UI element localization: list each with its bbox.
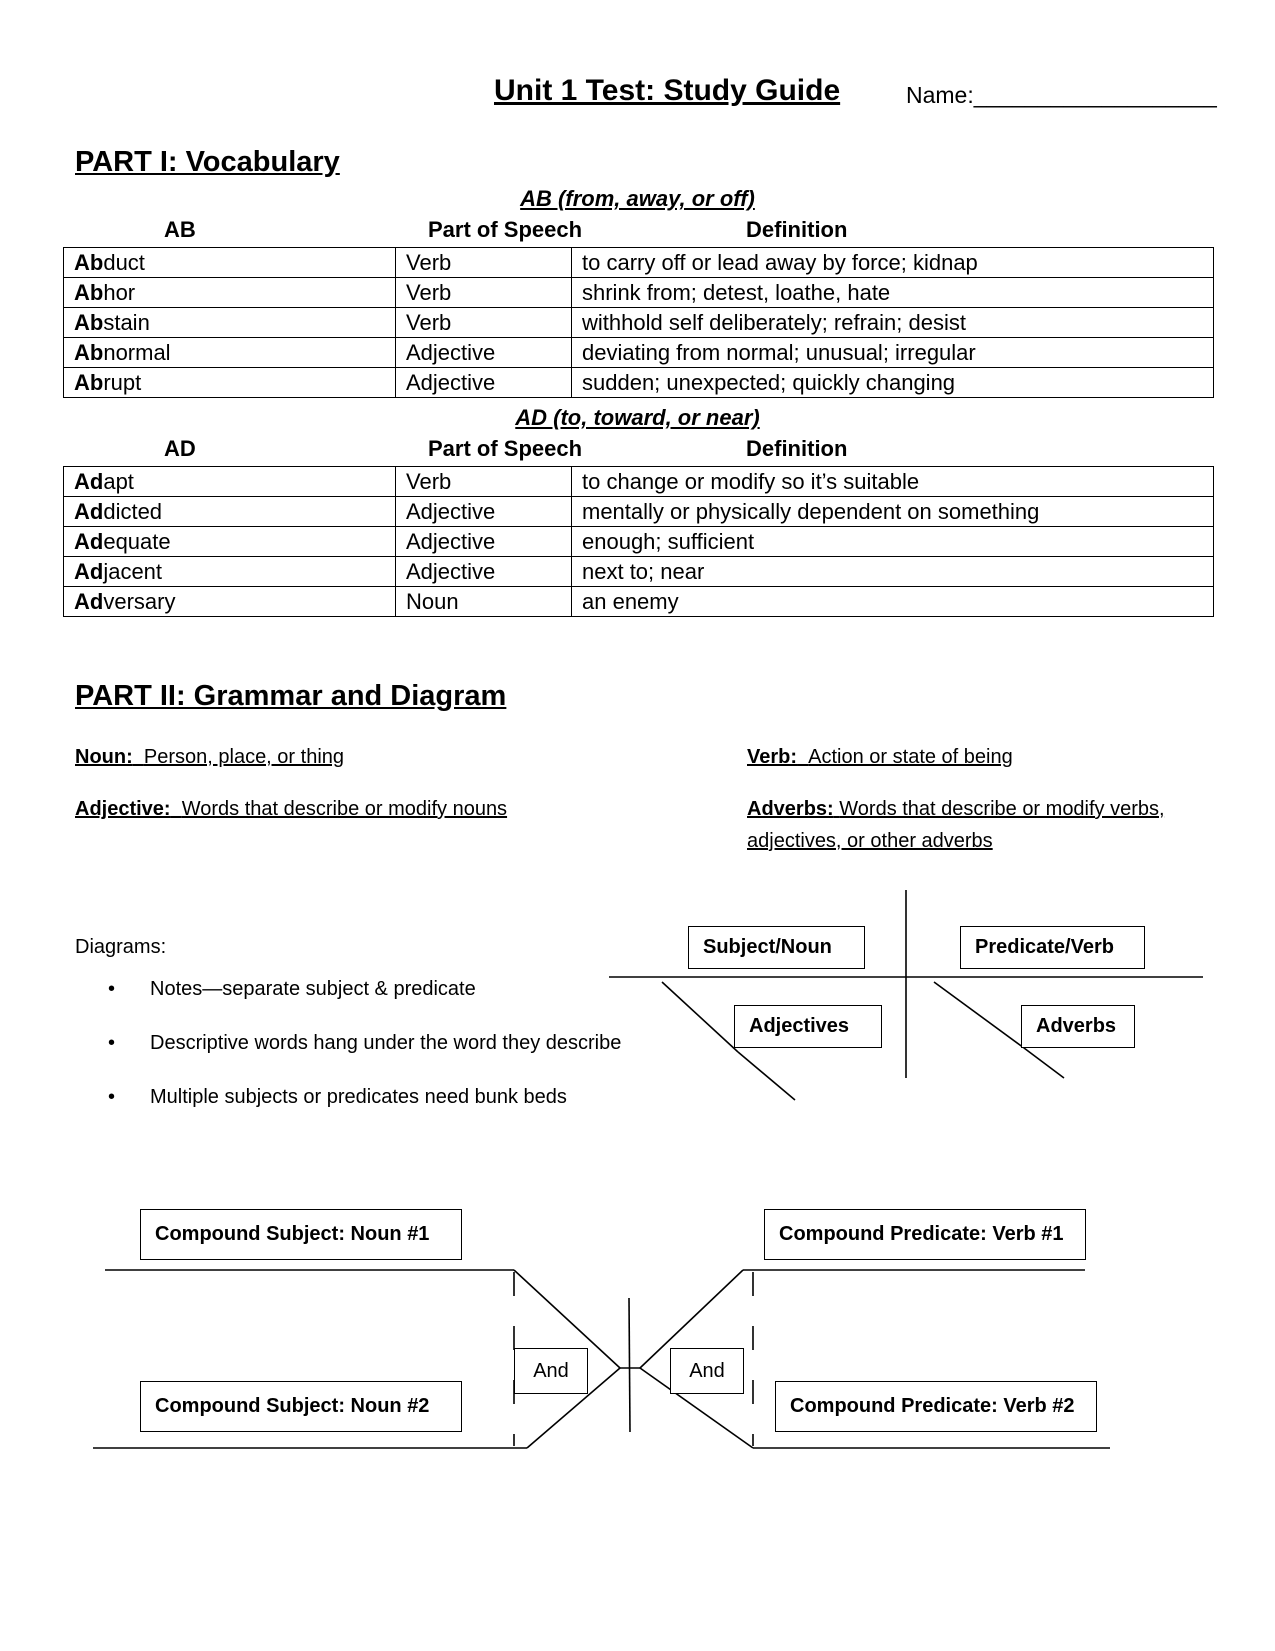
part-of-speech-cell: Verb bbox=[396, 308, 572, 338]
bullet-icon: • bbox=[108, 1086, 116, 1108]
part-of-speech-cell: Adjective bbox=[396, 338, 572, 368]
page-title: Unit 1 Test: Study Guide bbox=[494, 74, 841, 107]
definition-cell: next to; near bbox=[572, 557, 1214, 587]
adverbs-term: Adverbs: bbox=[747, 798, 834, 820]
word-prefix: Ad bbox=[74, 498, 104, 524]
part-of-speech-cell: Adjective bbox=[396, 557, 572, 587]
compound-divider bbox=[629, 1298, 630, 1432]
bullet-icon: • bbox=[108, 978, 116, 1000]
word-prefix: Ad bbox=[74, 558, 104, 584]
adverbs-text2: adjectives, or other adverbs bbox=[747, 830, 993, 852]
part-of-speech-cell: Adjective bbox=[396, 497, 572, 527]
word-prefix: Ab bbox=[74, 279, 104, 305]
word-rest: equate bbox=[103, 528, 171, 554]
part-of-speech-cell: Adjective bbox=[396, 527, 572, 557]
and-left-box: And bbox=[514, 1348, 588, 1394]
word-prefix: Ab bbox=[74, 309, 104, 335]
subject-noun-box: Subject/Noun bbox=[688, 926, 865, 969]
word-rest: duct bbox=[103, 249, 145, 275]
ab-col-def: Definition bbox=[746, 217, 848, 242]
ab-group-title: AB (from, away, or off) bbox=[520, 186, 755, 211]
definition-cell: shrink from; detest, loathe, hate bbox=[572, 278, 1214, 308]
adverb-slant bbox=[934, 982, 1024, 1048]
ad-col-pos: Part of Speech bbox=[428, 436, 583, 461]
word-prefix: Ab bbox=[74, 369, 104, 395]
part1-heading: PART I: Vocabulary bbox=[75, 146, 340, 178]
part-of-speech-cell: Noun bbox=[396, 587, 572, 617]
definition-cell: mentally or physically dependent on something bbox=[572, 497, 1214, 527]
ad-col-def: Definition bbox=[746, 436, 848, 461]
word-rest: hor bbox=[103, 279, 136, 305]
adjective-text: Words that describe or modify nouns bbox=[181, 798, 508, 820]
diagrams-label: Diagrams: bbox=[75, 936, 167, 958]
word-rest: stain bbox=[103, 309, 150, 335]
part2-heading: PART II: Grammar and Diagram bbox=[75, 680, 507, 712]
definition-cell: sudden; unexpected; quickly changing bbox=[572, 368, 1214, 398]
predicate-verb-box: Predicate/Verb bbox=[960, 926, 1145, 969]
note-text: Descriptive words hang under the word they describe bbox=[150, 1032, 622, 1054]
word-rest: rupt bbox=[103, 369, 142, 395]
word-rest: apt bbox=[103, 468, 134, 494]
noun-term: Noun: bbox=[75, 746, 133, 768]
word-prefix: Ad bbox=[74, 528, 104, 554]
compound-subject-1-box: Compound Subject: Noun #1 bbox=[140, 1209, 462, 1260]
word-rest: dicted bbox=[103, 498, 163, 524]
word-prefix: Ab bbox=[74, 249, 104, 275]
word-rest: normal bbox=[103, 339, 171, 365]
noun-text: Person, place, or thing bbox=[143, 746, 345, 768]
word-rest: jacent bbox=[103, 558, 163, 584]
definition-cell: to change or modify so it’s suitable bbox=[572, 467, 1214, 497]
part-of-speech-cell: Verb bbox=[396, 278, 572, 308]
verb-term: Verb: bbox=[747, 746, 798, 768]
ad-group-title: AD (to, toward, or near) bbox=[515, 405, 760, 430]
word-rest: versary bbox=[103, 588, 176, 614]
adjective-term: Adjective: bbox=[75, 798, 171, 820]
ab-col-pos: Part of Speech bbox=[428, 217, 583, 242]
adverbs-text1: Words that describe or modify verbs, bbox=[839, 798, 1165, 820]
definition-cell: withhold self deliberately; refrain; desist bbox=[572, 308, 1214, 338]
word-prefix: Ad bbox=[74, 468, 104, 494]
part-of-speech-cell: Verb bbox=[396, 248, 572, 278]
verb-text: Action or state of being bbox=[808, 746, 1013, 768]
compound-predicate-2-box: Compound Predicate: Verb #2 bbox=[775, 1381, 1097, 1432]
word-prefix: Ab bbox=[74, 339, 104, 365]
compound-subject-2-box: Compound Subject: Noun #2 bbox=[140, 1381, 462, 1432]
definition-cell: enough; sufficient bbox=[572, 527, 1214, 557]
adjective-hang bbox=[738, 1052, 795, 1100]
ab-col-root: AB bbox=[164, 217, 196, 242]
compound-predicate-1-box: Compound Predicate: Verb #1 bbox=[764, 1209, 1086, 1260]
ad-col-root: AD bbox=[164, 436, 196, 461]
name-field-label: Name:___________________ bbox=[906, 82, 1217, 108]
bullet-icon: • bbox=[108, 1032, 116, 1054]
adjective-slant bbox=[662, 982, 738, 1052]
word-prefix: Ad bbox=[74, 588, 104, 614]
note-text: Notes—separate subject & predicate bbox=[150, 978, 476, 1000]
adjectives-box: Adjectives bbox=[734, 1005, 882, 1048]
note-text: Multiple subjects or predicates need bunk beds bbox=[150, 1086, 567, 1108]
and-right-box: And bbox=[670, 1348, 744, 1394]
definition-cell: an enemy bbox=[572, 587, 1214, 617]
adverb-hang bbox=[1024, 1048, 1064, 1078]
definition-cell: deviating from normal; unusual; irregular bbox=[572, 338, 1214, 368]
definition-cell: to carry off or lead away by force; kidnap bbox=[572, 248, 1214, 278]
part-of-speech-cell: Adjective bbox=[396, 368, 572, 398]
adverbs-box: Adverbs bbox=[1021, 1005, 1135, 1048]
part-of-speech-cell: Verb bbox=[396, 467, 572, 497]
